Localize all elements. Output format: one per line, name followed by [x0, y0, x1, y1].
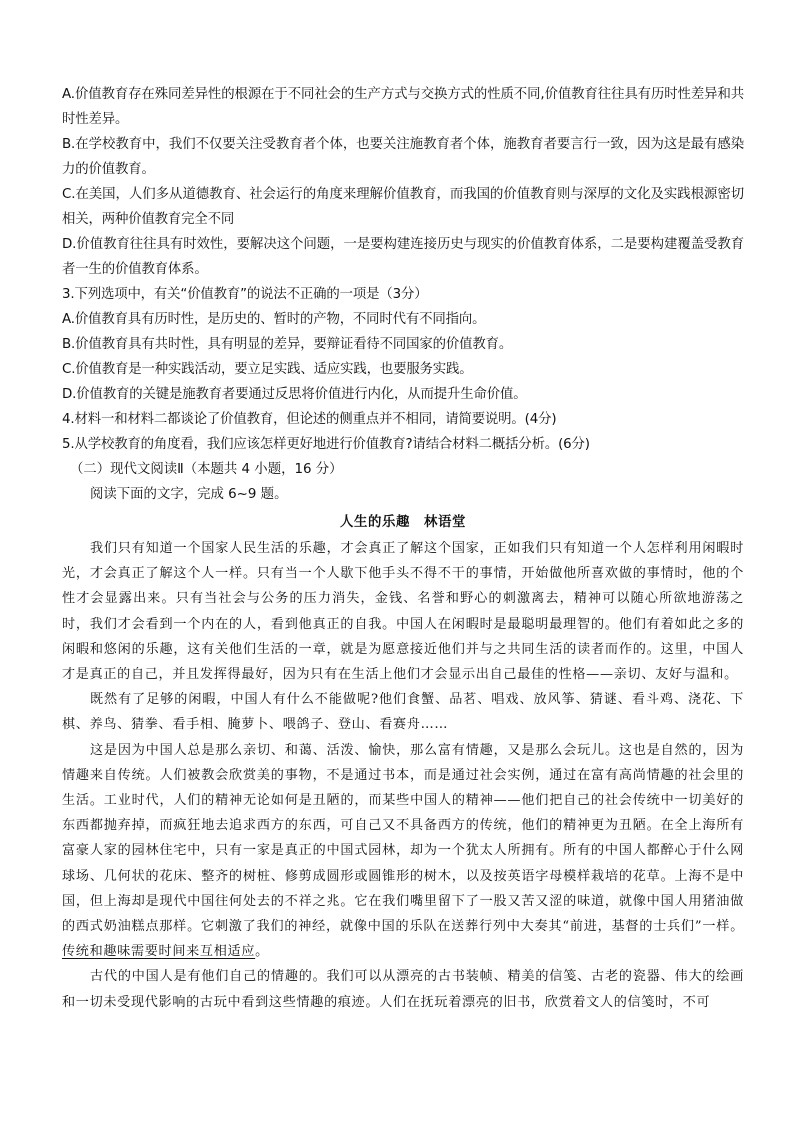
article-paragraph-2: 既然有了足够的闲暇，中国人有什么不能做呢?他们食蟹、品茗、唱戏、放风筝、猜谜、看斗鸡、浇花、下棋、养鸟、猜拳、看手相、腌萝卜、喂鸽子、登山、看赛舟……	[62, 692, 744, 733]
paragraph-3-end: 。	[255, 944, 269, 960]
option-3b: B.价值教育具有共时性，具有明显的差异，要辩证看待不同国家的价值教育。	[62, 337, 513, 352]
reading-instruction: 阅读下面的文字，完成 6~9 题。	[90, 487, 288, 502]
article-paragraph-1: 我们只有知道一个国家人民生活的乐趣，才会真正了解这个国家，正如我们只有知道一个人怎样利用闲暇时光，才会真正了解这个人一样。只有当一个人歇下他手头不得不干的事情，开始做他所喜欢做的事情时，他的个性才会显露出来。只有当社会与公务的压力消失，金钱、名誉和野心的刺激离去，精神可以随心所欲地游荡之时，我们才会看到一个内在的人，看到他真正的自我。中国人在闲暇时是最聪明最理智的。他们有着如此之多的闲暇和悠闲的乐趣，这有关他们生活的一章，就是为愿意接近他们并与之共同生活的读者而作的。这里，中国人才是真正的自己，并且发挥得最好，因为只有在生活上他们才会显示出自己最佳的性格——亲切、友好与温和。	[62, 541, 744, 683]
option-2c: C.在美国，人们多从道德教育、社会运行的角度来理解价值教育，而我国的价值教育则与深厚的文化及实践根源密切相关，两种价值教育完全不同	[62, 187, 744, 227]
question-3-stem: 3.下列选项中，有关“价值教育”的说法不正确的一项是（3分）	[62, 287, 428, 302]
exam-page	[62, 82, 744, 1015]
article-paragraph-3	[62, 738, 744, 965]
paragraph-3-text: 这是因为中国人总是那么亲切、和蔼、活泼、愉快，那么富有情趣，又是那么会玩儿。这也是自然的，因为情趣来自传统。人们被教会欣赏美的事物，不是通过书本，而是通过社会实例，通过在富有高尚情趣的社会里的生活。工业时代，人们的精神无论如何是丑陋的，而某些中国人的精神——他们把自己的社会传统中一切美好的东西都抛弃掉，而疯狂地去追求西方的东西，可自己又不具备西方的传统，他们的精神更为丑陋。在全上海所有富豪人家的园林住宅中，只有一家是真正的中国式园林，却为一个犹太人所拥有。所有的中国人都醉心于什么网球场、几何状的花床、整齐的树桩、修剪成圆形或圆锥形的树木，以及按英语字母模样栽培的花草。上海不是中国，但上海却是现代中国往何处去的不祥之兆。它在我们嘴里留下了一股又苦又涩的味道，就像中国人用猪油做的西式奶油糕点那样。它刺激了我们的神经，就像中国的乐队在送葬行列中大奏其“前进，基督的士兵们”一样。	[62, 742, 744, 935]
option-3a: A.价值教育具有历时性，是历史的、暂时的产物，不同时代有不同指向。	[62, 312, 486, 327]
underlined-sentence: 传统和趣味需要时间来互相适应	[62, 944, 256, 960]
option-2d: D.价值教育往往具有时效性，要解决这个问题，一是要构建连接历史与现实的价值教育体系，二是要构建覆盖受教育者一生的价值教育体系。	[62, 237, 744, 277]
article-author: 林语堂	[423, 514, 466, 530]
option-2b: B.在学校教育中，我们不仅要关注受教育者个体，也要关注施教育者个体，施教育者要言行一致，因为这是最有感染力的价值教育。	[62, 137, 744, 177]
option-3d: D.价值教育的关键是施教育者要通过反思将价值进行内化，从而提升生命价值。	[62, 387, 527, 402]
article-title-line	[62, 509, 744, 536]
option-3c: C.价值教育是一种实践活动，要立足实践、适应实践，也要服务实践。	[62, 362, 473, 377]
option-2a: A.价值教育存在殊同差异性的根源在于不同社会的生产方式与交换方式的性质不同,价值教育往往具有历时性差异和共时性差异。	[62, 87, 744, 127]
question-4: 4.材料一和材料二都谈论了价值教育，但论述的侧重点并不相同，请简要说明。(4分)	[62, 412, 557, 427]
section-heading: （二）现代文阅读Ⅱ（本题共 4 小题，16 分）	[70, 462, 343, 477]
article-title: 人生的乐趣	[340, 514, 410, 530]
question-5: 5.从学校教育的角度看，我们应该怎样更好地进行价值教育?请结合材料二概括分析。(6分)	[62, 437, 590, 452]
article-paragraph-4: 古代的中国人是有他们自己的情趣的。我们可以从漂亮的古书装帧、精美的信笺、古老的瓷器、伟大的绘画和一切未受现代影响的古玩中看到这些情趣的痕迹。人们在抚玩着漂亮的旧书，欣赏着文人的信笺时，不可	[62, 969, 744, 1010]
